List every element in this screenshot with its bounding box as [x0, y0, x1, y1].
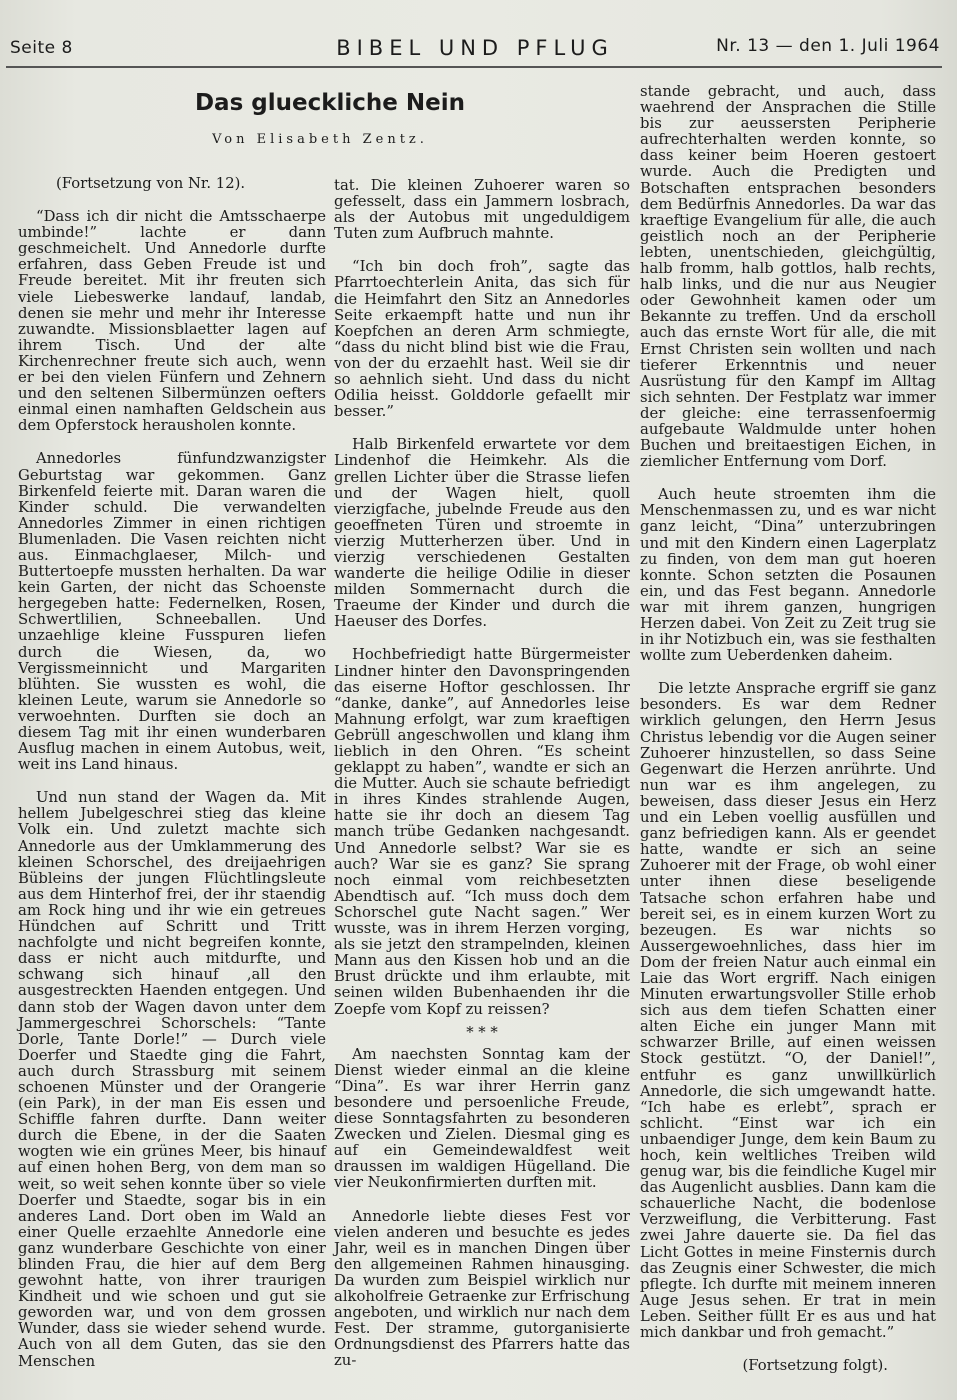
- article-title: Das glueckliche Nein: [194, 90, 466, 116]
- paragraph: Hochbefriedigt hatte Bürgermeister Lindner hinter den Davonspringenden das eiserne Hoftor geschlossen. Ihr “danke, danke”, auf Annedorles leise Mahnung erfolgt, war zum kraeftigen Gebrüll angeschwollen und klang ihm lieblich in den Ohren. “Es scheint geklappt zu haben”, wandte er sich an die Mutter. Auch sie schaute befriedigt in ihres Kindes strahlende Augen, hatte sie ihr doch an diesem Tag manch trübe Gedanken nachgesandt. Und Annedorle selbst? War sie es auch? War sie es ganz? Sie sprang noch einmal vom reichbesetzten Abendtisch auf. “Ich muss doch dem Schorschel gute Nacht sagen.” Wer wusste, was in ihrem Herzen vorging, als sie jetzt den strampelnden, kleinen Mann aus den Kissen hob und an die Brust drückte und ihm erlaubte, mit seinen wilden Bubenhaenden ihr die Zoepfe vom Kopf zu reissen?: [334, 646, 630, 1018]
- header-divider: [6, 66, 942, 68]
- masthead: BIBEL UND PFLUG: [336, 36, 614, 60]
- to-be-continued-note: (Fortsetzung folgt).: [742, 1357, 888, 1375]
- column-3: [640, 84, 936, 1391]
- paragraph: “Ich bin doch froh”, sagte das Pfarrtoechterlein Anita, das sich für die Heimfahrt den Sitz an Annedorles Seite erkaempft hatte und nun ihr Koepfchen an deren Arm schmiegte, “dass du nicht blind bist wie die Frau, von der du erzaehlt hast. Weil sie dir so aehnlich sieht. Und dass du nicht Odilia heisst. Golddorle gefaellt mir besser.”: [334, 258, 630, 421]
- section-separator: * * *: [466, 1023, 498, 1041]
- issue-date: Nr. 13 — den 1. Juli 1964: [716, 36, 940, 56]
- paragraph: Halb Birkenfeld erwartete vor dem Lindenhof die Heimkehr. Als die grellen Lichter über die Strasse liefen und der Wagen hielt, quoll vierzigfache, jubelnde Freude aus den geoeffneten Türen und stroemte in vierzig Mutterherzen über. Und in vierzig verschiedenen Gestalten wanderte die heilige Odilie in dieser milden Sommernacht durch die Traeume der Kinder und durch die Haeuser des Dorfes.: [334, 436, 630, 631]
- column-2: [334, 178, 630, 1386]
- paragraph: Und nun stand der Wagen da. Mit hellem Jubelgeschrei stieg das kleine Volk ein. Und zuletzt machte sich Annedorle aus der Umklammerung des kleinen Schorschel, des dreijaehrigen Bübleins der jungen Flüchtlingsleute aus dem Hinterhof frei, der ihr staendig am Rock hing und ihr wie ein getreues Hündchen auf Schritt und Tritt nachfolgte und nicht begreifen konnte, dass er nicht auch mitdurfte, und schwang sich hinauf ,all den ausgestreckten Haenden entgegen. Und dann stob der Wagen davon unter dem Jammergeschrei Schorschels: “Tante Dorle, Tante Dorle!” — Durch viele Doerfer und Staedte ging die Fahrt, auch durch Strassburg mit seinem schoenen Münster und der Orangerie (ein Park), in der man Eis essen und Schiffle fahren durfte. Dann weiter durch die Ebene, in der die Saaten wogten wie ein grünes Meer, bis hinauf auf einen hohen Berg, von dem man so weit, so weit sehen konnte über so viele Doerfer und Staedte, sogar bis in ein anderes Land. Dort oben im Wald an einer Quelle erzaehlte Annedorle eine ganz wunderbare Geschichte von einer blinden Frau, die hier auf dem Berg gewohnt hatte, von ihrer traurigen Kindheit und wie schoen und gut sie geworden war, und von dem grossen Wunder, dass sie wieder sehend wurde. Auch von all dem Guten, das sie den Menschen: [18, 789, 326, 1370]
- paragraph: Auch heute stroemten ihm die Menschenmassen zu, und es war nicht ganz leicht, “Dina” unterzubringen und mit den Kindern einen Lagerplatz zu finden, von dem man gut hoeren konnte. Schon setzten die Posaunen ein, und das Fest begann. Annedorle war mit ihrem ganzen, hungrigen Herzen dabei. Von Zeit zu Zeit trug sie in ihr Notizbuch ein, was sie festhalten wollte zum Ueberdenken daheim.: [640, 486, 936, 665]
- paragraph: stande gebracht, und auch, dass waehrend der Ansprachen die Stille bis zur aeussersten Peripherie aufrechterhalten werden konnte, so dass keiner beim Hoeren gestoert wurde. Auch die Predigten und Botschaften entsprachen besonders dem Bedürfnis Annedorles. Da war das kraeftige Evangelium für alle, die auch geistlich noch an der Peripherie lebten, unentschieden, gleichgültig, halb fromm, halb gottlos, halb rechts, halb links, und die nur aus Neugier oder Gewohnheit kamen oder um Bekannte zu treffen. Und da erscholl auch das ernste Wort für alle, die mit Ernst Christen sein wollten und nach tieferer Erkenntnis und neuer Ausrüstung für den Kampf im Alltag sich sehnten. Der Festplatz war immer der gleiche: eine terrassenfoermig aufgebaute Waldmulde unter hohen Buchen und breitaestigen Eichen, in ziemlicher Entfernung vom Dorf.: [640, 83, 936, 471]
- paragraph: Die letzte Ansprache ergriff sie ganz besonders. Es war dem Redner wirklich gelungen, den Herrn Jesus Christus lebendig vor die Augen seiner Zuhoerer hinzustellen, so dass Seine Gegenwart die Herzen anrührte. Und nun war es ihm angelegen, zu beweisen, dass dieser Jesus ein Herz und ein Leben voellig ausfüllen und ganz befriedigen kann. Als er geendet hatte, wandte er sich an seine Zuhoerer mit der Frage, ob wohl einer unter ihnen diese beseligende Tatsache schon erfahren habe und bereit sei, es in einem kurzen Wort zu bezeugen. Es war nichts so Aussergewoehnliches, dass hier im Dom der freien Natur auch einmal ein Laie das Wort ergriff. Nach einigen Minuten erwartungsvoller Stille erhob sich aus dem tiefen Schatten einer alten Eiche ein junger Mann mit schwarzer Brille, auf einen weissen Stock gestützt. “O, der Daniel!”, entfuhr es ganz unwillkürlich Annedorle, die sich umgewandt hatte. “Ich habe es erlebt”, sprach er schlicht. “Einst war ich ein unbaendiger Junge, dem kein Baum zu hoch, kein weltliches Treiben wild genug war, bis die feindliche Kugel mir das Augenlicht ausblies. Dann kam die schauerliche Nacht, die bodenlose Verzweiflung, die Verbitterung. Fast zwei Jahre dauerte sie. Da fiel das Licht Gottes in meine Finsternis durch das Zeugnis einer Schwester, die mich pflegte. Ich durfte mit meinem inneren Auge Jesus sehen. Er trat in mein Leben. Seither füllt Er es aus und hat mich dankbar und froh gemacht.”: [640, 680, 936, 1342]
- paragraph: “Dass ich dir nicht die Amtsschaerpe umbinde!” lachte er dann geschmeichelt. Und Annedorle durfte erfahren, dass Geben Freude ist und Freude bereitet. Mit ihr freuten sich viele Liebeswerke landauf, landab, denen sie mehr und mehr ihr Interesse zuwandte. Missionsblaetter lagen auf ihrem Tisch. Und der alte Kirchenrechner freute sich auch, wenn er bei den vielen Fünfern und Zehnern und den seltenen Silbermünzen oefters einmal einen namhaften Geldschein aus dem Opferstock herausholen konnte.: [18, 208, 326, 435]
- paragraph: Am naechsten Sonntag kam der Dienst wieder einmal an die kleine “Dina”. Es war ihrer Herrin ganz besondere und persoenliche Freude, diese Sonntagsfahrten zu besonderen Zwecken und Zielen. Diesmal ging es auf ein Gemeindewaldfest weit draussen im waldigen Hügelland. Die vier Neukonfirmierten durften mit.: [334, 1045, 630, 1192]
- page-header: [10, 34, 940, 68]
- paragraph: Annedorles fünfundzwanzigster Geburtstag war gekommen. Ganz Birkenfeld feierte mit. Daran waren die Kinder schuld. Die verwandelten Annedorles Zimmer in einen richtigen Blumenladen. Die Vasen reichten nicht aus. Einmachglaeser, Milch- und Buttertoepfe mussten herhalten. Da war kein Garten, der nicht das Schoenste hergegeben hatte: Federnelken, Rosen, Schwertlilien, Schneeballen. Und unzaehlige kleine Fusspuren liefen durch die Wiesen, da, wo Vergissmeinnicht und Margariten blühten. Sie wussten es wohl, die kleinen Leute, warum sie Annedorle so verwoehnten. Durften sie doch an diesem Tag mit ihr einen wunderbaren Ausflug machen in einem Autobus, weit, weit ins Land hinaus.: [18, 450, 326, 774]
- article-byline: Von Elisabeth Zentz.: [212, 132, 428, 147]
- paragraph: Annedorle liebte dieses Fest vor vielen anderen und besuchte es jedes Jahr, weil es in manchen Dingen über den allgemeinen Rahmen hinausging. Da wurden zum Beispiel wirklich nur alkoholfreie Getraenke zur Erfrischung angeboten, und wirklich nur nach dem Fest. Der stramme, gutorganisierte Ordnungsdienst des Pfarrers hatte das zu-: [334, 1207, 630, 1370]
- paragraph: tat. Die kleinen Zuhoerer waren so gefesselt, dass ein Jammern losbrach, als der Autobus mit ungeduldigem Tuten zum Aufbruch mahnte.: [334, 177, 630, 243]
- column-1: [18, 176, 326, 1387]
- page-number: Seite 8: [10, 38, 73, 58]
- continuation-note: (Fortsetzung von Nr. 12).: [56, 175, 246, 192]
